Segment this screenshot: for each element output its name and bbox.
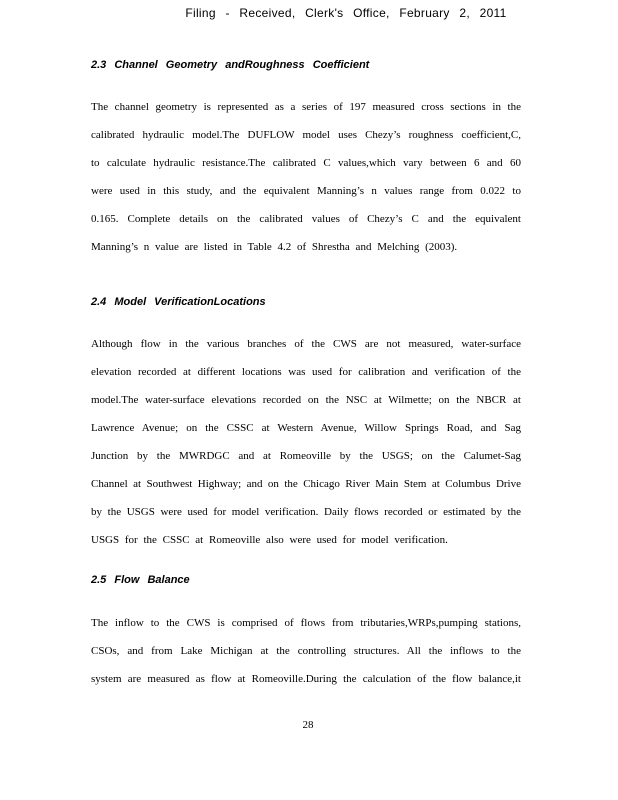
paragraph-flow-balance	[91, 609, 521, 693]
paragraph-line: model.The water-surface elevations recorded on the NSC at Wilmette; on the NBCR at	[91, 394, 521, 406]
paragraph-line: CSOs, and from Lake Michigan at the controlling structures. All the inflows to the	[91, 645, 521, 657]
paragraph-line: Channel at Southwest Highway; and on the Chicago River Main Stem at Columbus Drive	[91, 478, 521, 490]
paragraph-line: calibrated hydraulic model.The DUFLOW model uses Chezy’s roughness coefficient,C,	[91, 129, 521, 141]
section-heading-model-verification: 2.4 Model VerificationLocations	[91, 296, 266, 308]
paragraph-line: were used in this study, and the equivalent Manning’s n values range from 0.022 to	[91, 185, 521, 197]
paragraph-line: Although flow in the various branches of the CWS are not measured, water-surface	[91, 338, 521, 350]
section-heading-flow-balance: 2.5 Flow Balance	[91, 574, 190, 586]
paragraph-line: elevation recorded at different locations was used for calibration and verification of the	[91, 366, 521, 378]
paragraph-line: USGS for the CSSC at Romeoville also were used for model verification.	[91, 534, 448, 546]
section-heading-channel-geometry: 2.3 Channel Geometry andRoughness Coefficient	[91, 59, 370, 71]
paragraph-line: to calculate hydraulic resistance.The calibrated C values,which vary between 6 and 60	[91, 157, 521, 169]
paragraph-model-verification	[91, 330, 521, 554]
filing-header: Filing - Received, Clerk's Office, February 2, 2011	[185, 6, 507, 20]
paragraph-line: Junction by the MWRDGC and at Romeoville by the USGS; on the Calumet-Sag	[91, 450, 521, 462]
paragraph-channel-geometry	[91, 93, 521, 261]
paragraph-line: 0.165. Complete details on the calibrated values of Chezy’s C and the equivalent	[91, 213, 521, 225]
paragraph-line: Lawrence Avenue; on the CSSC at Western Avenue, Willow Springs Road, and Sag	[91, 422, 521, 434]
page-number: 28	[302, 719, 314, 731]
paragraph-line: system are measured as flow at Romeoville.During the calculation of the flow balance,it	[91, 673, 521, 685]
paragraph-line: The channel geometry is represented as a series of 197 measured cross sections in the	[91, 101, 521, 113]
paragraph-line: Manning’s n value are listed in Table 4.2 of Shrestha and Melching (2003).	[91, 241, 458, 253]
paragraph-line: by the USGS were used for model verification. Daily flows recorded or estimated by the	[91, 506, 521, 518]
paragraph-line: The inflow to the CWS is comprised of flows from tributaries,WRPs,pumping stations,	[91, 617, 521, 629]
